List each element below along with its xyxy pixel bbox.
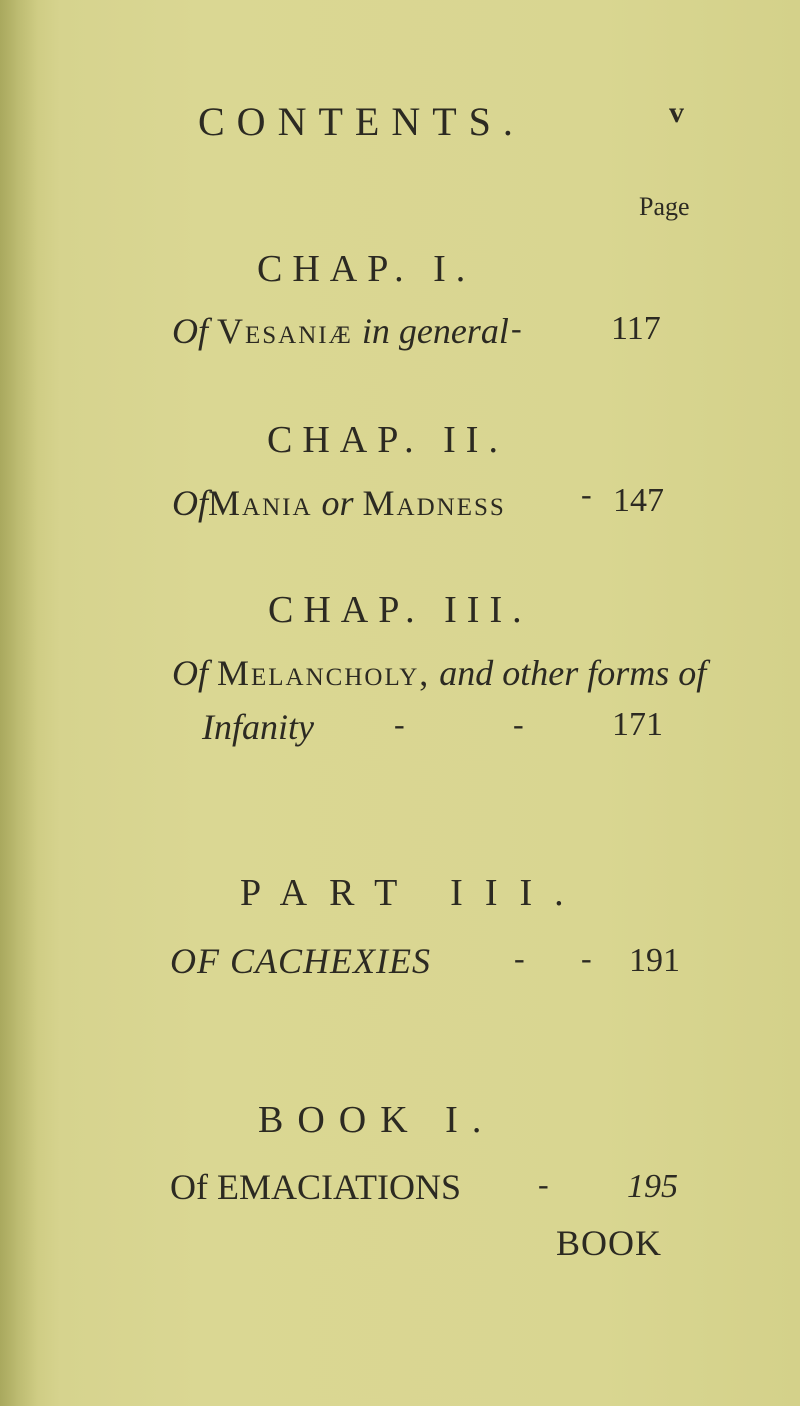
page-spine-shadow [0,0,38,1406]
toc-entry [172,652,706,694]
entry-conjunction: or [321,483,354,523]
entry-page-number: 195 [627,1168,678,1205]
entry-suffix: and other forms of [439,653,707,693]
entry-page-number: 147 [613,482,664,519]
entry-continuation-text: Infanity [202,707,314,747]
page-column-label: Page [639,192,690,221]
leader-dash: - [538,1166,549,1202]
page-number: v [669,96,684,129]
running-head-title: CONTENTS. [198,99,525,144]
book-heading: BOOK I. [258,1099,496,1141]
chapter-heading: CHAP. III. [268,589,532,631]
catchword: BOOK [556,1223,663,1263]
toc-entry [172,482,506,524]
entry-suffix: in general [361,311,509,351]
entry-prefix: Of [172,483,208,523]
part-heading: PART III. [240,872,586,914]
leader-dash: - [581,940,592,976]
chapter-heading: CHAP. II. [267,419,508,461]
leader-dash: - [514,940,525,976]
chapter-heading: CHAP. I. [257,248,476,290]
entry-page-number: 191 [629,942,680,979]
entry-page-number: 171 [612,706,663,743]
entry-prefix: Of [172,653,208,693]
toc-entry [172,310,509,352]
entry-page-number: 117 [611,310,661,347]
leader-dash: - [511,310,522,346]
entry-title: Vesaniæ [217,311,353,351]
entry-title-alt: Madness [362,483,506,523]
book-entry-title: Of EMACIATIONS [170,1167,461,1207]
leader-dash: - [394,706,405,742]
leader-dash: - [513,706,524,742]
part-entry-title: OF CACHEXIES [170,941,431,981]
entry-title: Melancholy, [217,653,431,693]
entry-title: Mania [208,483,313,523]
entry-prefix: Of [172,311,208,351]
leader-dash: - [581,476,592,512]
toc-entry-continuation [202,706,314,748]
